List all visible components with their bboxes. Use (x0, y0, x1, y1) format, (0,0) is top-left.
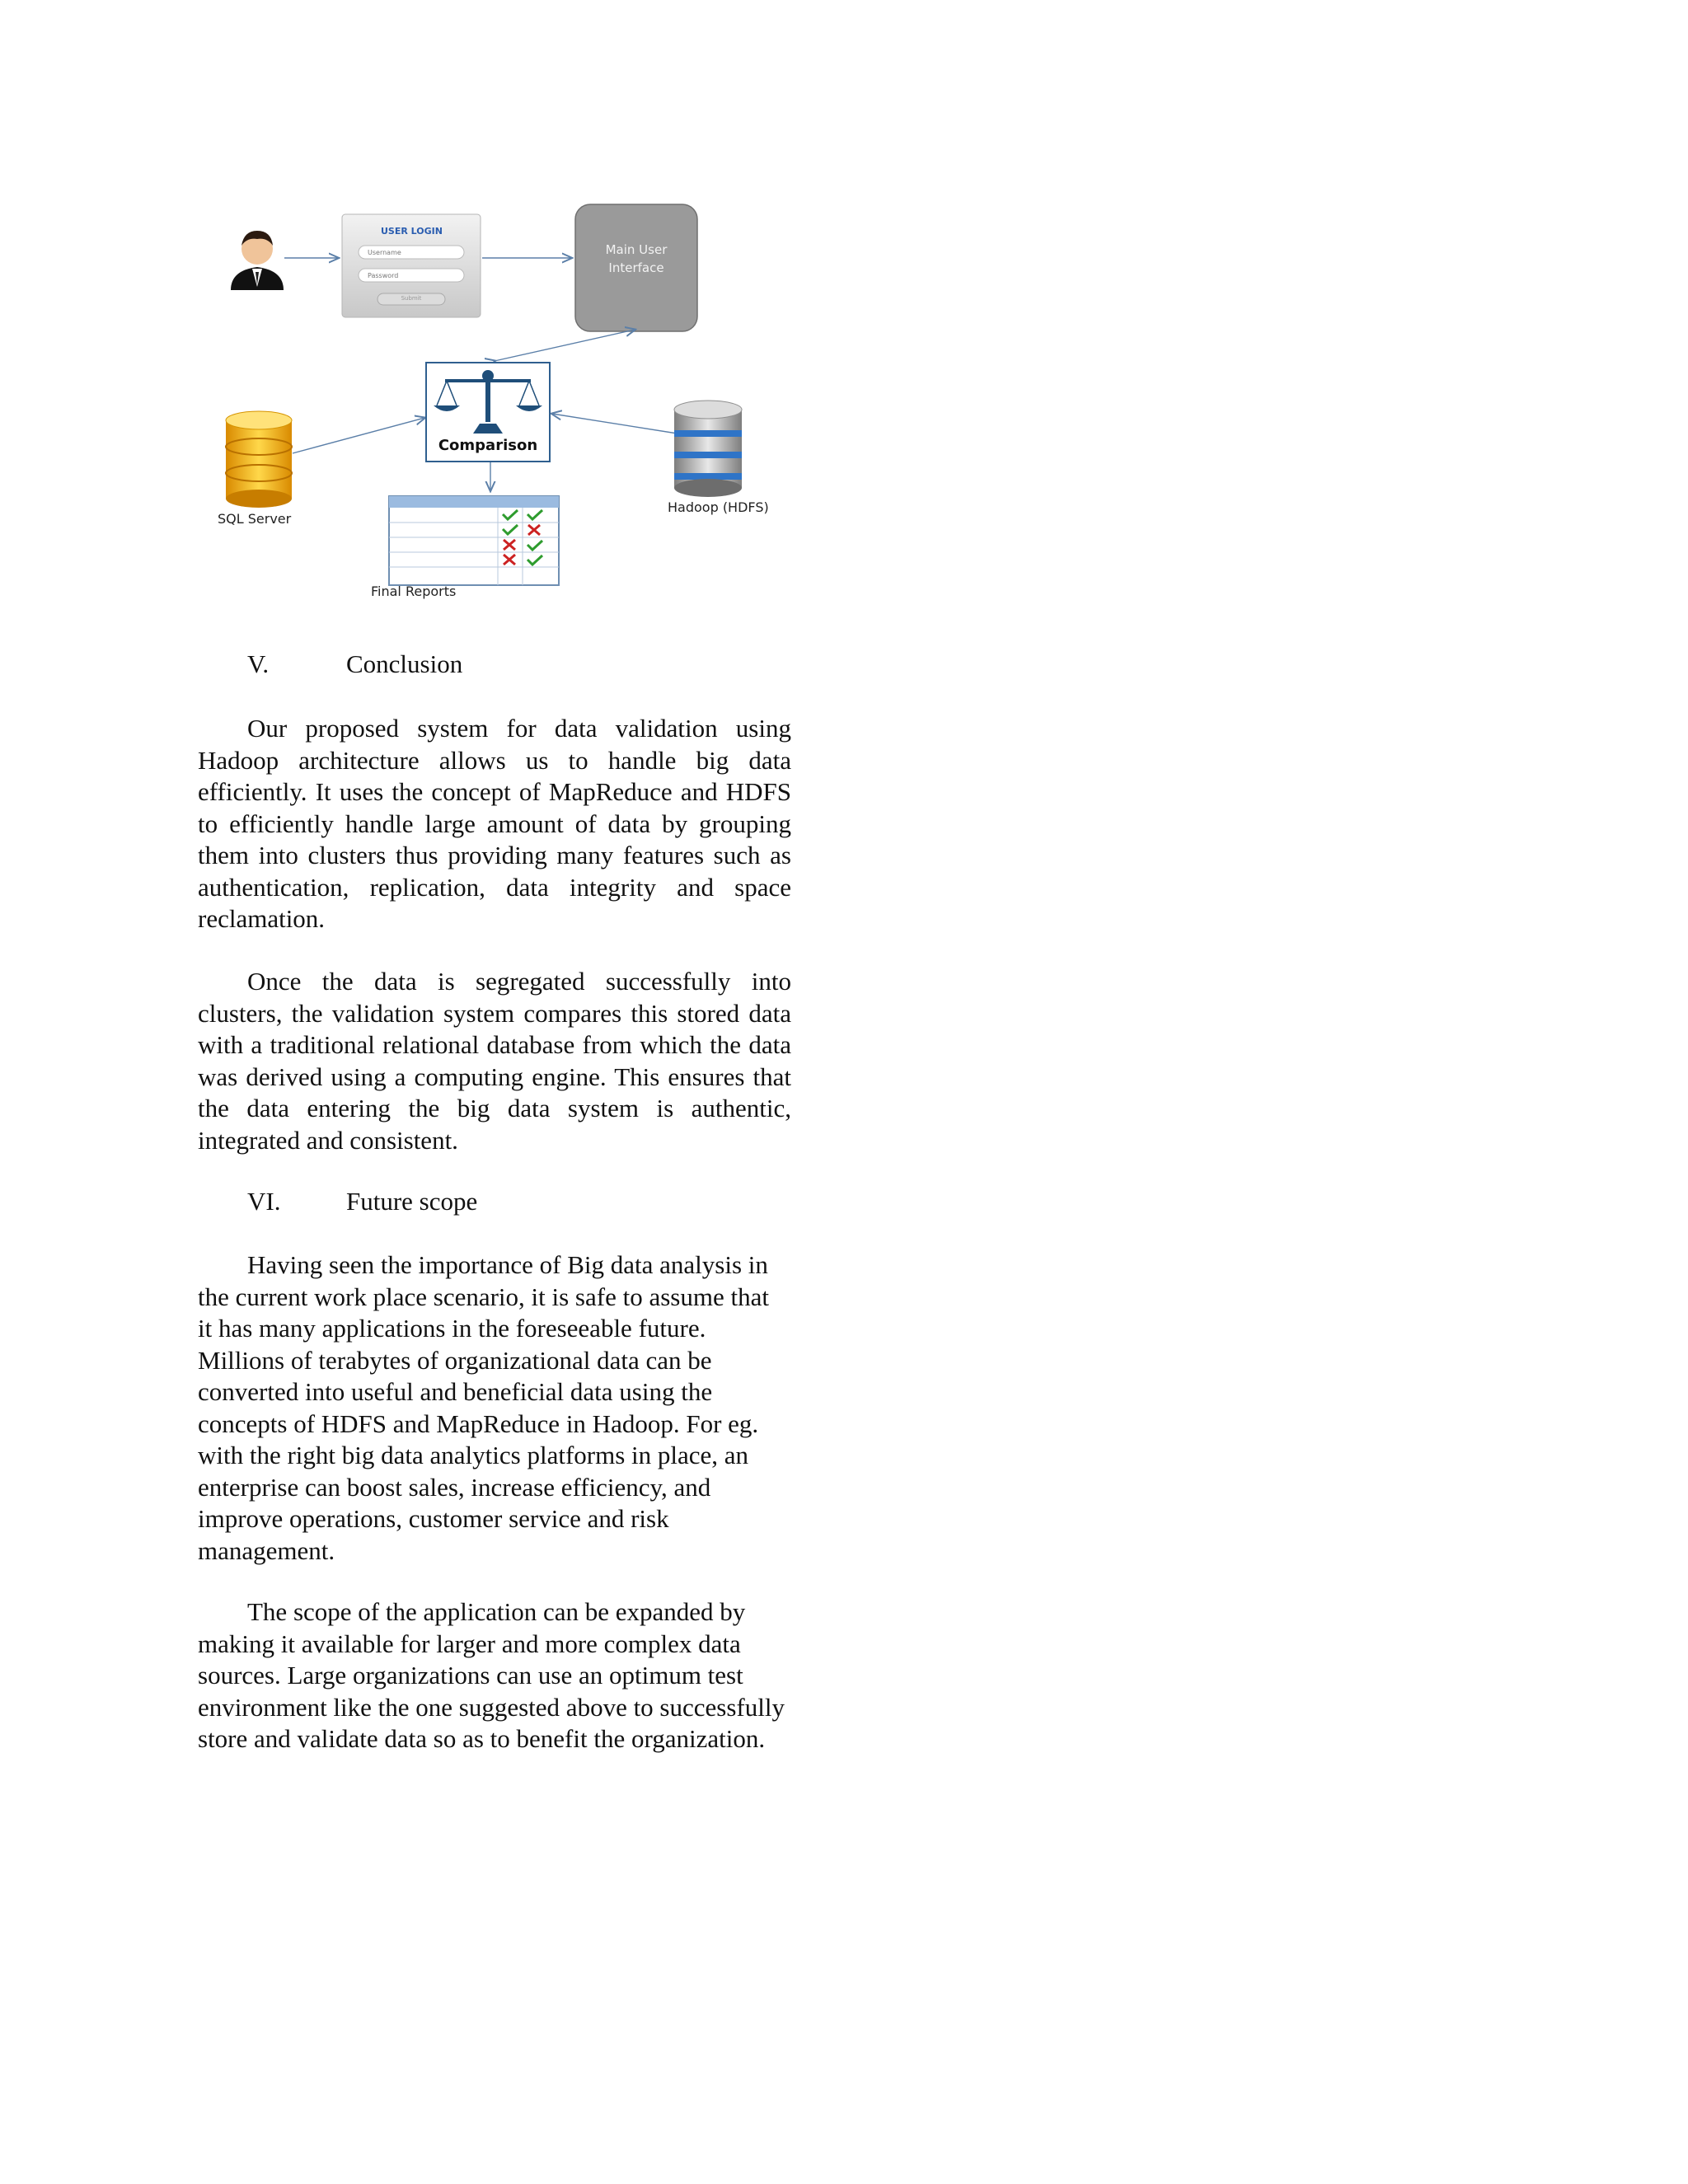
architecture-diagram (198, 190, 808, 618)
sql-server-database-icon (226, 411, 292, 508)
final-reports-label: Final Reports (371, 583, 457, 599)
user-icon (231, 231, 284, 290)
main-ui-line1: Main User (605, 242, 668, 257)
final-reports-icon (389, 496, 559, 585)
hadoop-label: Hadoop (HDFS) (668, 499, 769, 515)
section-title: Conclusion (346, 649, 463, 678)
sql-server-label: SQL Server (218, 511, 292, 527)
login-password-placeholder: Password (368, 272, 399, 279)
future-paragraph-2: The scope of the application can be expanded by making it available for larger and more complex data sources. Large organizations can use an optimum test environment like the one suggested above to successfully store and validate data so as to benefit the organization. (198, 1597, 785, 1753)
conclusion-paragraph-2: Once the data is segregated successfully into clusters, the validation system compares this stored data with a traditional relational database from which the data was derived using a computing engine. This ensures that the data entering the big data system is authentic, integrated and consistent. (198, 967, 791, 1155)
section-title: Future scope (346, 1187, 478, 1216)
architecture-figure (198, 190, 808, 618)
login-submit-label: Submit (401, 295, 422, 302)
arrow-ui-comparison (495, 330, 635, 361)
main-ui-line2: Interface (608, 260, 664, 275)
login-title: USER LOGIN (381, 226, 443, 237)
comparison-label: Comparison (438, 437, 538, 454)
hadoop-database-icon (674, 401, 742, 497)
arrow-sql-to-comparison (293, 418, 424, 453)
arrow-hadoop-to-comparison (552, 414, 682, 434)
section-number: VI. (247, 1187, 281, 1216)
main-user-interface-label (575, 241, 697, 277)
section-heading-future-scope (247, 1187, 477, 1216)
section-heading-conclusion (247, 649, 462, 679)
section-number: V. (247, 649, 270, 678)
login-username-placeholder: Username (368, 249, 401, 256)
conclusion-paragraph-1: Our proposed system for data validation using Hadoop architecture allows us to handle big data efficiently. It uses the concept of MapReduce and HDFS to efficiently handle large amount of data by grouping them into clusters thus providing many features such as authentication, replication, data integrity and space reclamation. (198, 714, 791, 933)
future-paragraph-1: Having seen the importance of Big data analysis in the current work place scenario, it is safe to assume that it has many applications in the foreseeable future. Millions of terabytes of organizational data can be converted into useful and beneficial data using the concepts of HDFS and MapReduce in Hadoop. For eg. with the right big data analytics platforms in place, an enterprise can boost sales, increase efficiency, and improve operations, customer service and risk management. (198, 1250, 769, 1565)
